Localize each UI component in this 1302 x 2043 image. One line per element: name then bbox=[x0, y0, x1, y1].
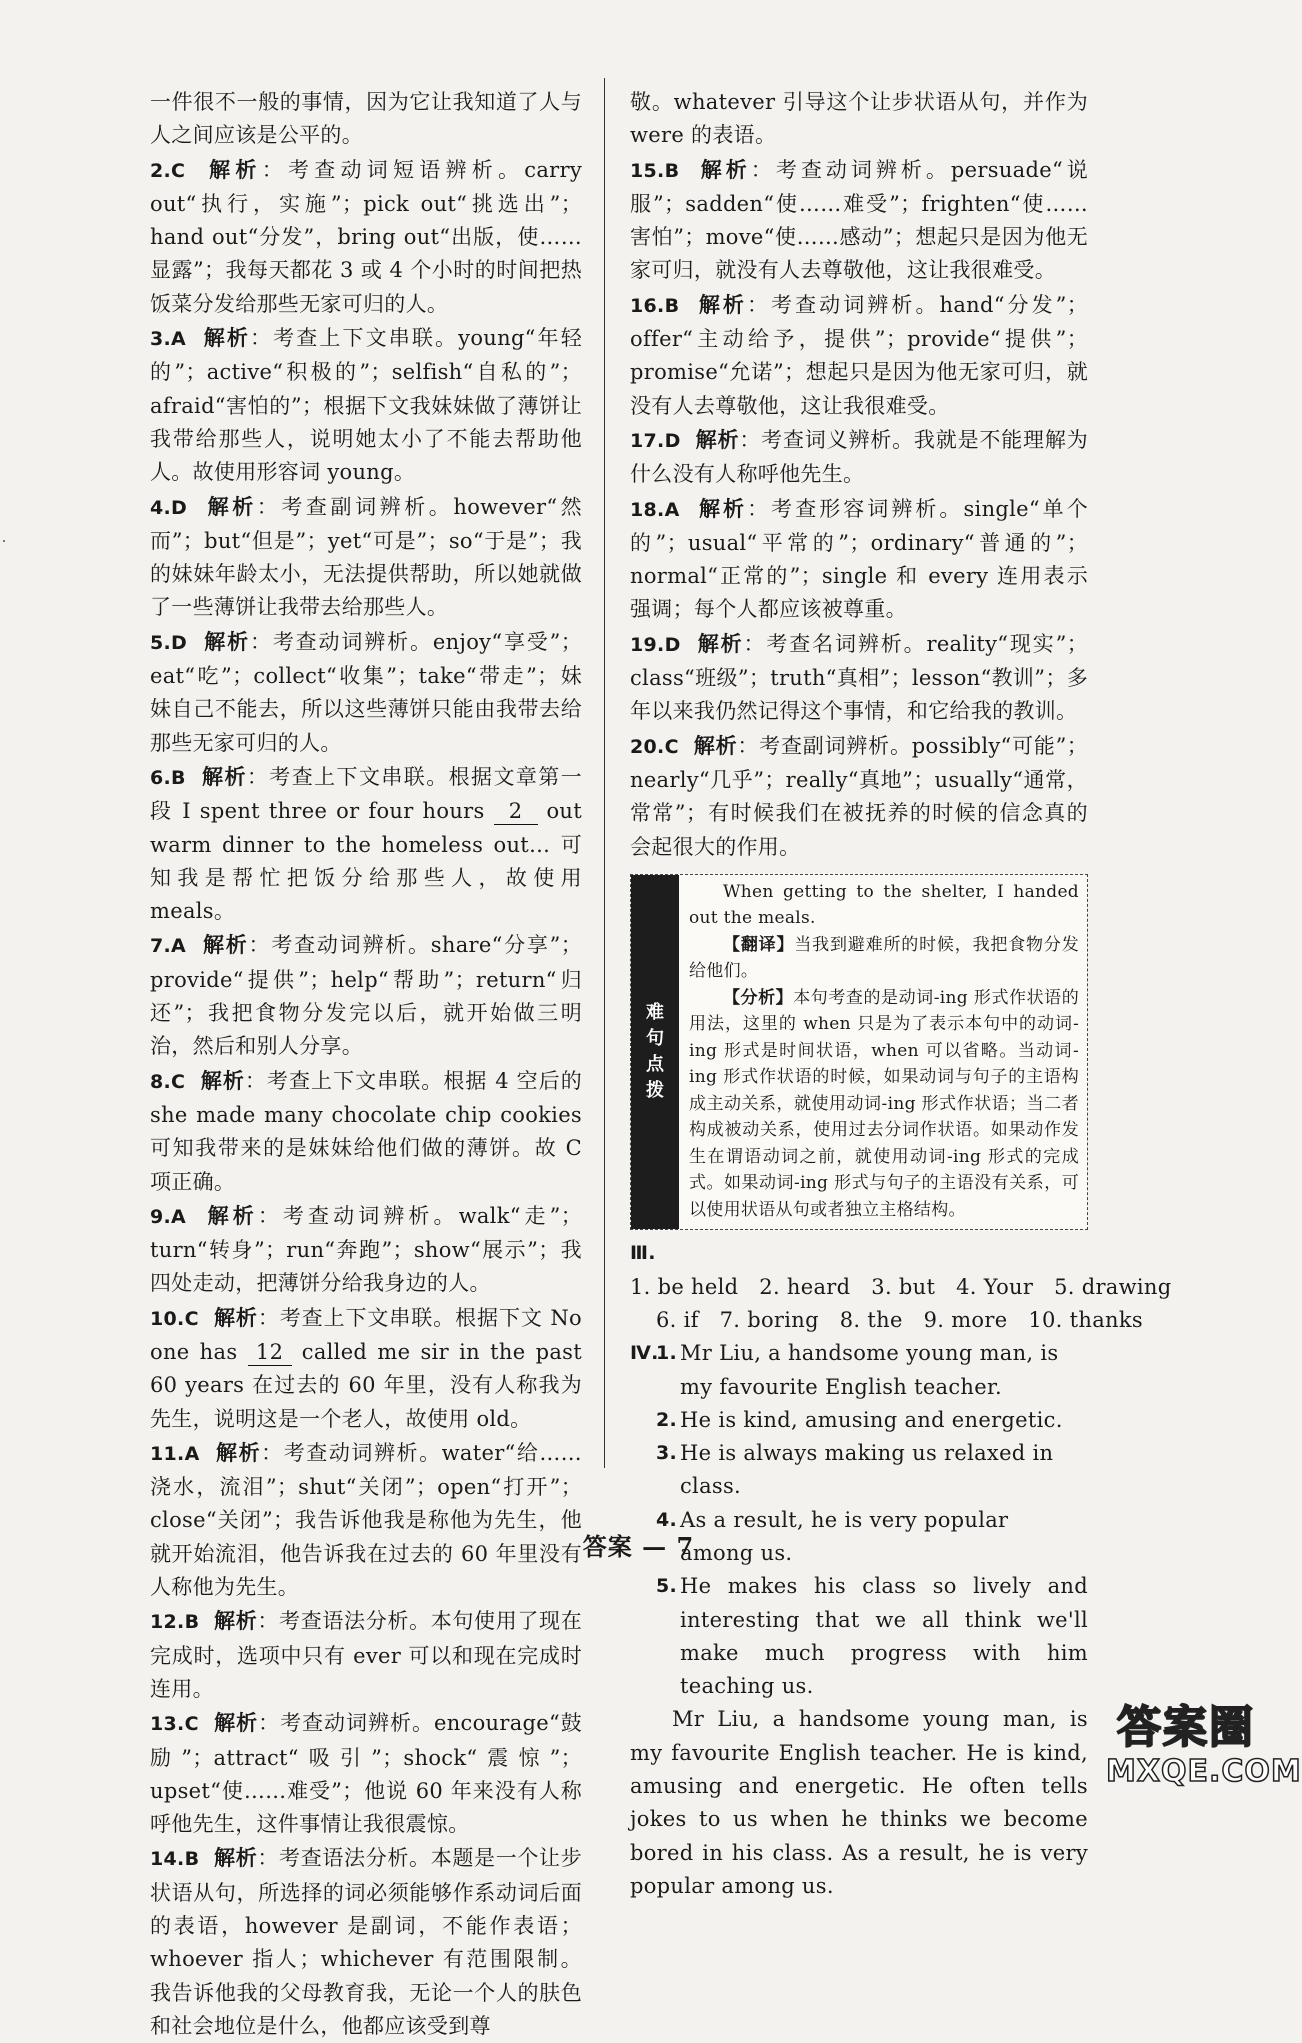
note-translation: 【翻译】当我到避难所的时候，我把食物分发给他们。 bbox=[689, 934, 1079, 982]
answer-item-19: 19.D 解析：考查名词辨析。reality“现实”；class“班级”；truth“真相”；lesson“教训”；多年以来我仍然记得这个事情，和它给我的教训。 bbox=[630, 630, 1088, 724]
right-column bbox=[630, 86, 1172, 1903]
section-4-item-2: 2. He is kind, amusing and energetic. bbox=[656, 1407, 1063, 1432]
intro-text: 一件很不一般的事情，因为它让我知道了人与人之间应该是公平的。 bbox=[150, 90, 582, 148]
note-side-label: 难 句 点 拨 bbox=[631, 875, 679, 1230]
answer-item-8: 8.C 解析：考查上下文串联。根据 4 空后的 she made many chocolate chip cookies 可知我带来的是妹妹给他们做的薄饼。故 C 项正确。 bbox=[150, 1067, 582, 1194]
answer-item-4: 4.D 解析：考查副词辨析。however“然而”；but“但是”；yet“可是”；so“于是”；我的妹妹年龄太小，无法提供帮助，所以她就做了一些薄饼让我带去给那些人。 bbox=[150, 493, 582, 620]
answer-item-14: 14.B 解析：考查语法分析。本题是一个让步状语从句，所选择的词必须能够作系动词后面的表语，however 是副词，不能作表语；whoever 指人；whichever 有范围限制。我告诉他我的父母教育我，无论一个人的肤色和社会地位是什么，他都应该受到尊 bbox=[150, 1845, 583, 2038]
answer-item-15: 15.B 解析：考查动词辨析。persuade“说服”；sadden“使……难受”；frighten“使……害怕”；move“使……感动”；想起只是因为他无家可归，就没有人去尊敬他，这让我很难受。 bbox=[630, 156, 1088, 283]
answer-item-11: 11.A 解析：考查动词辨析。water“给……浇水，流泪”；shut“关闭”；open“打开”；close“关闭”；我告诉他我是称他为先生，他就开始流泪，他告诉我在过去的 60 年里没有人称他为先生。 bbox=[150, 1439, 582, 1600]
continued-text: 敬。whatever 引导这个让步状语从句，并作为 were 的表语。 bbox=[630, 90, 1088, 148]
site-watermark-logo bbox=[1106, 1700, 1302, 1792]
note-body bbox=[679, 875, 1087, 1230]
answer-item-5: 5.D 解析：考查动词辨析。enjoy“享受”；eat“吃”；collect“收集”；take“带走”；妹妹自己不能去，所以这些薄饼只能由我带去给那些无家可归的人。 bbox=[150, 628, 583, 755]
section-4-item-4: 4. As a result, he is very popular among us. bbox=[656, 1507, 1009, 1565]
section-3-line-1: Ⅲ.1. be held 2. heard 3. but 4. Your 5. drawing bbox=[630, 1242, 1172, 1299]
note-sentence: When getting to the shelter, I handed out the meals. bbox=[689, 881, 1079, 929]
left-column bbox=[150, 86, 582, 2043]
section-3-line-2: 6. if 7. boring 8. the 9. more 10. thanks bbox=[656, 1307, 1143, 1332]
blank-12: 12 bbox=[248, 1339, 292, 1366]
answer-item-6: 6.B 解析：考查上下文串联。根据文章第一段 I spent three or four hours 2 out warm dinner to the homeless out… 可知我是帮忙把饭分给那些人，故使用 meals。 bbox=[150, 763, 583, 924]
answer-item-7: 7.A 解析：考查动词辨析。share“分享”；provide“提供”；help“帮助”；return“归还”；我把食物分发完以后，就开始做三明治，然后和别人分享。 bbox=[150, 932, 582, 1059]
section-4-item-1: Ⅳ. 1. Mr Liu, a handsome young man, is my favourite English teacher. bbox=[630, 1341, 1059, 1399]
answer-item-13: 13.C 解析：考查动词辨析。encourage“鼓励”；attract“吸引”；shock“震惊”；upset“使……难受”；他说 60 年来没有人称呼他先生，这件事情让我很震惊。 bbox=[150, 1710, 582, 1837]
difficult-sentence-note bbox=[630, 874, 1088, 1231]
watermark-logo-text: 答案圈 bbox=[1117, 1702, 1255, 1753]
column-divider bbox=[604, 78, 605, 1468]
essay-paragraph: Mr Liu, a handsome young man, is my favourite English teacher. He is kind, amusing and energetic. He often tells jokes to us when he thinks we become bored in his class. As a result, he is very popular among us. bbox=[630, 1707, 1088, 1898]
answer-item-9: 9.A 解析：考查动词辨析。walk“走”；turn“转身”；run“奔跑”；show“展示”；我四处走动，把薄饼分给我身边的人。 bbox=[150, 1202, 582, 1296]
section-4-item-5: 5. He makes his class so lively and interesting that we all think we'll make much progress with him teaching us. bbox=[656, 1574, 1088, 1699]
page-footer: 答案 — 7 bbox=[582, 1532, 695, 1561]
answer-item-18: 18.A 解析：考查形容词辨析。single“单个的”；usual“平常的”；ordinary“普通的”；normal“正常的”；single 和 every 连用表示强调；每个人都应该被尊重。 bbox=[630, 495, 1088, 622]
note-analysis: 【分析】本句考查的是动词-ing 形式作状语的用法，这里的 when 只是为了表示本句中的动词-ing 形式是时间状语，when 可以省略。当动词-ing 形式作状语的时候，如果动词与句子的主语构成主动关系，就使用动词-ing 形式作状语；当二者构成被动关系，使用过去分词作状语。如果动作发生在谓语动词之前，就使用动词-ing 形式的完成式。如果动词-ing 形式与句子的主语没有关系，可以使用状语从句或者独立主格结构。 bbox=[689, 987, 1079, 1220]
answer-item-10: 10.C 解析：考查上下文串联。根据下文 No one has 12 called me sir in the past 60 years 在过去的 60 年里，没有人称我为先生，说明这是一个老人，故使用 old。 bbox=[150, 1304, 582, 1431]
blank-2: 2 bbox=[494, 798, 538, 825]
answer-item-16: 16.B 解析：考查动词辨析。hand“分发”；offer“主动给予，提供”；provide“提供”；promise“允诺”；想起只是因为他无家可归，就没有人去尊敬他，这让我很难受。 bbox=[630, 291, 1088, 418]
answer-item-12: 12.B 解析：考查语法分析。本句使用了现在完成时，选项中只有 ever 可以和现在完成时连用。 bbox=[150, 1608, 583, 1701]
answer-item-2: 2.C 解析：考查动词短语辨析。carry out“执行，实施”；pick out“挑选出”；hand out“分发”，bring out“出版，使……显露”；我每天都花 3 或 4 个小时的时间把热饭菜分发给那些无家可归的人。 bbox=[150, 156, 582, 316]
answer-item-20: 20.C 解析：考查副词辨析。possibly“可能”；nearly“几乎”；really“真地”；usually“通常，常常”；有时候我们在被抚养的时候的信念真的会起很大的作用。 bbox=[630, 732, 1089, 859]
margin-dot bbox=[3, 540, 5, 542]
answer-item-3: 3.A 解析：考查上下文串联。young“年轻的”；active“积极的”；selfish“自私的”；afraid“害怕的”；根据下文我妹妹做了薄饼让我带给那些人，说明她太小了不能去帮助他人。故使用形容词 young。 bbox=[150, 325, 582, 485]
section-4-item-3: 3. He is always making us relaxed in class. bbox=[656, 1441, 1054, 1499]
answer-item-17: 17.D 解析：考查词义辨析。我就是不能理解为什么没有人称呼他先生。 bbox=[630, 426, 1088, 487]
watermark-url-text: MXQE.COM bbox=[1106, 1754, 1302, 1789]
